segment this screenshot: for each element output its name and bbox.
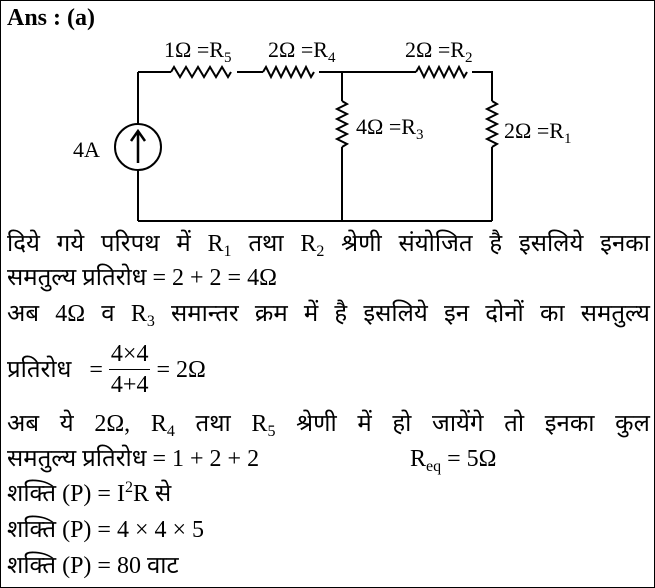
solution-line-4: प्रतिरोध = $\frac{4\times 4}{4+4}$ = 2Ω — [7, 341, 206, 398]
svg-text:4Ω =R3 — [356, 114, 423, 143]
fraction-numerator: 4×4 — [109, 339, 151, 370]
resistor-r5 — [171, 67, 231, 77]
source-label: 4A — [73, 137, 100, 162]
r5-label: 1Ω =R — [164, 37, 224, 62]
solution-line-9: शक्ति (P) = 80 वाट — [7, 553, 179, 579]
r1-label: 2Ω =R — [504, 118, 564, 143]
resistor-r1 — [487, 101, 497, 147]
solution-line-7: शक्ति $(P) = I^2R$ से — [7, 479, 172, 507]
solution-line-8: शक्ति (P) = 4 × 4 × 5 — [7, 517, 205, 543]
fraction — [109, 339, 151, 400]
r3-sub: 3 — [415, 127, 424, 143]
circuit-diagram — [1, 1, 655, 231]
resistor-r3 — [337, 101, 347, 147]
equivalent-resistance: $R_{eq} = 5\Omega$ — [410, 446, 497, 475]
current-arrow-icon — [131, 131, 145, 163]
r4-sub: 4 — [327, 50, 336, 66]
solution-line-1: दिये गये परिपथ में $R_1$ तथा $R_2$ श्रेणी संयोजित है इसलिये इनका — [7, 231, 650, 260]
r2-sub: 2 — [464, 50, 473, 66]
resistor-r4 — [263, 67, 314, 77]
top-wire-right — [472, 72, 492, 101]
svg-text:1Ω =R5 — [164, 37, 231, 66]
r5-sub: 5 — [223, 50, 232, 66]
r1-sub: 1 — [563, 131, 572, 147]
solution-line-2: समतुल्य प्रतिरोध = 2 + 2 = 4Ω — [7, 265, 277, 291]
svg-text:2Ω =R4 — [268, 37, 336, 66]
svg-text:2Ω =R2 — [405, 37, 472, 66]
solution-line-6: समतुल्य प्रतिरोध = 1 + 2 + 2 $R_{eq} = 5\Omega$ — [7, 446, 497, 475]
r4-label: 2Ω =R — [268, 37, 328, 62]
solution-line-3: अब 4Ω व $R_3$ समान्तर क्रम में है इसलिये इन दोनों का समतुल्य — [7, 301, 650, 330]
r2-label: 2Ω =R — [405, 37, 465, 62]
answer-heading: Ans : (a) — [7, 5, 95, 31]
resistor-r2 — [416, 67, 467, 77]
svg-text:2Ω =R1 — [504, 118, 571, 147]
r3-label: 4Ω =R — [356, 114, 416, 139]
fraction-denominator: 4+4 — [110, 372, 149, 398]
solution-line-5: अब ये 2Ω, $R_4$ तथा $R_5$ श्रेणी में हो जायेंगे तो इनका कुल — [7, 411, 650, 440]
